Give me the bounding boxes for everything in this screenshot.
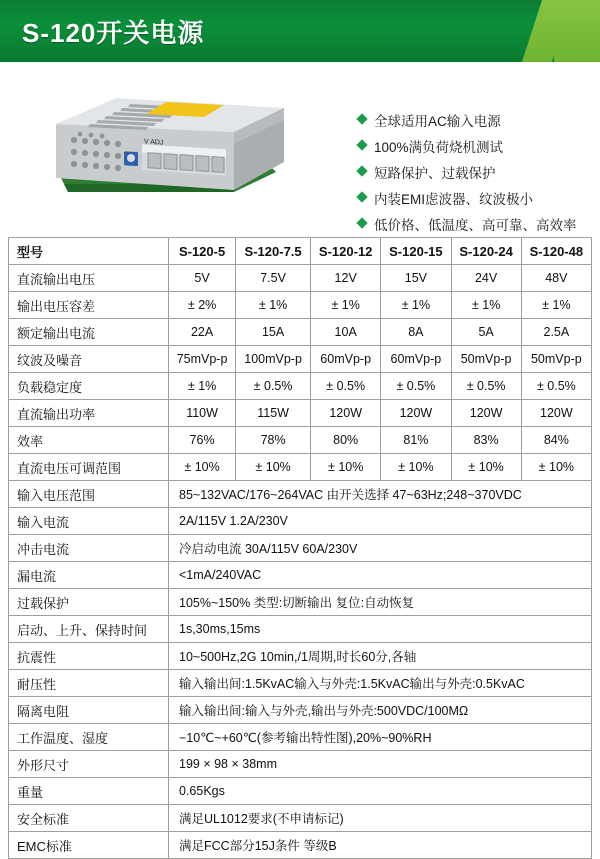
table-row: [9, 697, 592, 724]
cell: ± 0.5%: [451, 373, 521, 400]
cell: <1mA/240VAC: [169, 562, 592, 589]
feature-item: [358, 110, 577, 130]
table-row: [9, 400, 592, 427]
feature-item: [358, 136, 577, 156]
column-header-model-3: S-120-12: [311, 238, 381, 265]
feature-item: [358, 162, 577, 182]
feature-text: 低价格、低温度、高可靠、高效率: [374, 218, 577, 233]
cell: 100mVp-p: [236, 346, 311, 373]
cell: 50mVp-p: [451, 346, 521, 373]
feature-item: [358, 214, 577, 234]
row-label: 输入电压范围: [9, 481, 169, 508]
row-label: 纹波及噪音: [9, 346, 169, 373]
cell: 5A: [451, 319, 521, 346]
table-header: [9, 238, 592, 265]
row-label: 启动、上升、保持时间: [9, 616, 169, 643]
cell: 76%: [169, 427, 236, 454]
page-header-banner: [0, 0, 600, 62]
cell: 24V: [451, 265, 521, 292]
cell: 1s,30ms,15ms: [169, 616, 592, 643]
feature-text: 100%满负荷烧机测试: [374, 140, 504, 155]
cell: ± 1%: [169, 373, 236, 400]
table-row: [9, 589, 592, 616]
cell: 8A: [381, 319, 451, 346]
table-row: [9, 616, 592, 643]
row-label: 直流输出电压: [9, 265, 169, 292]
product-photo: [38, 80, 288, 210]
row-label: 效率: [9, 427, 169, 454]
row-label: 外形尺寸: [9, 751, 169, 778]
cell: 120W: [311, 400, 381, 427]
column-header-model-4: S-120-15: [381, 238, 451, 265]
cell: 冷启动电流 30A/115V 60A/230V: [169, 535, 592, 562]
feature-item: [358, 188, 577, 208]
table-row: [9, 319, 592, 346]
table-row: [9, 562, 592, 589]
cell: ± 0.5%: [381, 373, 451, 400]
cell: ± 10%: [311, 454, 381, 481]
table-row: [9, 778, 592, 805]
row-label: 重量: [9, 778, 169, 805]
cell: 50mVp-p: [521, 346, 591, 373]
table-row: [9, 724, 592, 751]
row-label: 输入电流: [9, 508, 169, 535]
row-label: EMC标准: [9, 832, 169, 859]
row-label: 安全标准: [9, 805, 169, 832]
table-body: [9, 265, 592, 859]
diamond-bullet-icon: [356, 165, 367, 176]
cell: ± 0.5%: [311, 373, 381, 400]
column-header-model-6: S-120-48: [521, 238, 591, 265]
row-label: 负载稳定度: [9, 373, 169, 400]
svg-text:V ADJ: V ADJ: [144, 138, 164, 147]
table-row: [9, 751, 592, 778]
cell: 22A: [169, 319, 236, 346]
row-label: 抗震性: [9, 643, 169, 670]
table-row: [9, 508, 592, 535]
row-label: 隔离电阻: [9, 697, 169, 724]
table-row: [9, 481, 592, 508]
feature-text: 短路保护、过载保护: [374, 166, 496, 181]
column-header-model-1: S-120-5: [169, 238, 236, 265]
row-label: 冲击电流: [9, 535, 169, 562]
diamond-bullet-icon: [356, 217, 367, 228]
cell: ± 0.5%: [521, 373, 591, 400]
cell: ± 10%: [236, 454, 311, 481]
feature-text: 内装EMI虑波器、纹波极小: [374, 192, 534, 207]
table-row: [9, 373, 592, 400]
cell: 80%: [311, 427, 381, 454]
feature-list: [358, 110, 577, 240]
table-row: [9, 427, 592, 454]
specification-table: [8, 237, 592, 859]
column-header-model: 型号: [9, 238, 169, 265]
diamond-bullet-icon: [356, 191, 367, 202]
row-label: 输出电压容差: [9, 292, 169, 319]
banner-accent-shape: [554, 0, 600, 62]
cell: 输入输出间:1.5KvAC输入与外壳:1.5KvAC输出与外壳:0.5KvAC: [169, 670, 592, 697]
cell: 12V: [311, 265, 381, 292]
table-row: [9, 535, 592, 562]
cell: 输入输出间:输入与外壳,输出与外壳:500VDC/100MΩ: [169, 697, 592, 724]
cell: 15V: [381, 265, 451, 292]
cell: ± 2%: [169, 292, 236, 319]
specification-table-container: [8, 237, 592, 859]
row-label: 直流输出功率: [9, 400, 169, 427]
table-row: [9, 832, 592, 859]
cell: 120W: [451, 400, 521, 427]
cell: 84%: [521, 427, 591, 454]
cell: 7.5V: [236, 265, 311, 292]
cell: 78%: [236, 427, 311, 454]
cell: 10A: [311, 319, 381, 346]
cell: 10~500Hz,2G 10min,/1周期,时长60分,各轴: [169, 643, 592, 670]
row-label: 额定输出电流: [9, 319, 169, 346]
feature-text: 全球适用AC输入电源: [374, 114, 501, 129]
table-row: [9, 292, 592, 319]
table-row: [9, 346, 592, 373]
table-row: [9, 805, 592, 832]
table-header-row: [9, 238, 592, 265]
row-label: 过载保护: [9, 589, 169, 616]
cell: 199 × 98 × 38mm: [169, 751, 592, 778]
cell: 105%~150% 类型:切断输出 复位:自动恢复: [169, 589, 592, 616]
cell: −10℃~+60℃(参考输出特性图),20%~90%RH: [169, 724, 592, 751]
row-label: 漏电流: [9, 562, 169, 589]
page-title: S-120开关电源: [22, 17, 205, 48]
cell: 60mVp-p: [311, 346, 381, 373]
cell: ± 10%: [521, 454, 591, 481]
product-overview-section: [0, 62, 600, 233]
cell: 120W: [381, 400, 451, 427]
cell: 5V: [169, 265, 236, 292]
table-row: [9, 265, 592, 292]
column-header-model-5: S-120-24: [451, 238, 521, 265]
cell: 75mVp-p: [169, 346, 236, 373]
cell: 15A: [236, 319, 311, 346]
cell: 48V: [521, 265, 591, 292]
table-row: [9, 454, 592, 481]
cell: 满足FCC部分15J条件 等级B: [169, 832, 592, 859]
cell: ± 1%: [451, 292, 521, 319]
cell: ± 10%: [381, 454, 451, 481]
cell: 满足UL1012要求(不申请标记): [169, 805, 592, 832]
row-label: 耐压性: [9, 670, 169, 697]
cell: 83%: [451, 427, 521, 454]
cell: ± 0.5%: [236, 373, 311, 400]
diamond-bullet-icon: [356, 113, 367, 124]
diamond-bullet-icon: [356, 139, 367, 150]
cell: 85~132VAC/176~264VAC 由开关选择 47~63Hz;248~370VDC: [169, 481, 592, 508]
cell: ± 10%: [451, 454, 521, 481]
column-header-model-2: S-120-7.5: [236, 238, 311, 265]
cell: ± 10%: [169, 454, 236, 481]
row-label: 工作温度、湿度: [9, 724, 169, 751]
cell: 2A/115V 1.2A/230V: [169, 508, 592, 535]
table-row: [9, 643, 592, 670]
power-supply-illustration: [38, 80, 288, 210]
cell: 120W: [521, 400, 591, 427]
cell: ± 1%: [311, 292, 381, 319]
cell: 2.5A: [521, 319, 591, 346]
cell: 110W: [169, 400, 236, 427]
cell: ± 1%: [236, 292, 311, 319]
cell: ± 1%: [521, 292, 591, 319]
cell: 81%: [381, 427, 451, 454]
cell: 0.65Kgs: [169, 778, 592, 805]
cell: ± 1%: [381, 292, 451, 319]
cell: 60mVp-p: [381, 346, 451, 373]
table-row: [9, 670, 592, 697]
row-label: 直流电压可调范围: [9, 454, 169, 481]
cell: 115W: [236, 400, 311, 427]
